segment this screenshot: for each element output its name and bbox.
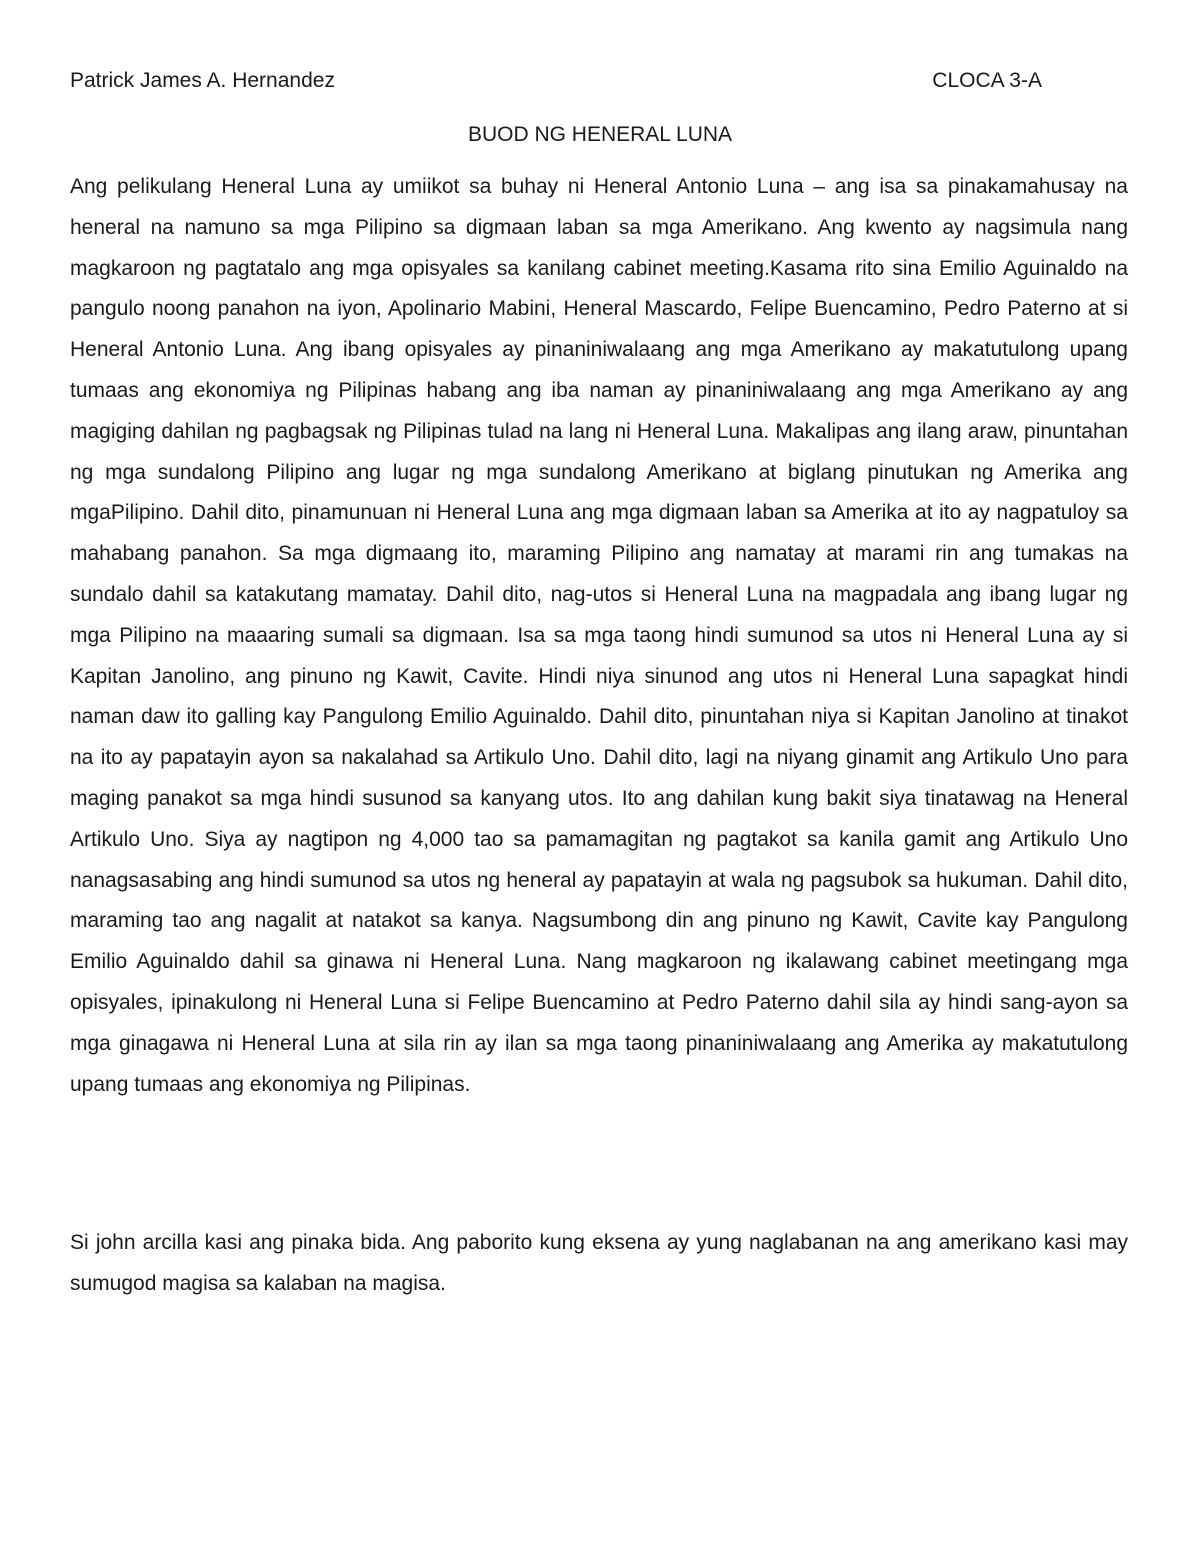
class-section: CLOCA 3-A [932, 69, 1042, 92]
summary-paragraph: Ang pelikulang Heneral Luna ay umiikot sa buhay ni Heneral Antonio Luna – ang isa sa pinakamahusay na heneral na namuno sa mga Pilipino sa digmaan laban sa mga Amerikano. Ang kwento ay nagsimula nang magkaroon ng pagtatalo ang mga opisyales sa kanilang cabinet meeting.Kasama rito sina Emilio Aguinaldo na pangulo noong panahon na iyon, Apolinario Mabini, Heneral Mascardo, Felipe Buencamino, Pedro Paterno at si Heneral Antonio Luna. Ang ibang opisyales ay pinaniniwalaang ang mga Amerikano ay makatutulong upang tumaas ang ekonomiya ng Pilipinas habang ang iba naman ay pinaniniwalaang ang mga Amerikano ay ang magiging dahilan ng pagbagsak ng Pilipinas tulad na lang ni Heneral Luna. Makalipas ang ilang araw, pinuntahan ng mga sundalong Pilipino ang lugar ng mga sundalong Amerikano at biglang pinutukan ng Amerika ang mgaPilipino. Dahil dito, pinamunuan ni Heneral Luna ang mga digmaan laban sa Amerika at ito ay nagpatuloy sa mahabang panahon. Sa mga digmaang ito, maraming Pilipino ang namatay at marami rin ang tumakas na sundalo dahil sa katakutang mamatay. Dahil dito, nag-utos si Heneral Luna na magpadala ang ibang lugar ng mga Pilipino na maaaring sumali sa digmaan. Isa sa mga taong hindi sumunod sa utos ni Heneral Luna ay si Kapitan Janolino, ang pinuno ng Kawit, Cavite. Hindi niya sinunod ang utos ni Heneral Luna sapagkat hindi naman daw ito galling kay Pangulong Emilio Aguinaldo. Dahil dito, pinuntahan niya si Kapitan Janolino at tinakot na ito ay papatayin ayon sa nakalahad sa Artikulo Uno. Dahil dito, lagi na niyang ginamit ang Artikulo Uno para maging panakot sa mga hindi susunod sa kanyang utos. Ito ang dahilan kung bakit siya tinatawag na Heneral Artikulo Uno. Siya ay nagtipon ng 4,000 tao sa pamamagitan ng pagtakot sa kanila gamit ang Artikulo Uno nanagsasabing ang hindi sumunod sa utos ng heneral ay papatayin at wala ng pagsubok sa hukuman. Dahil dito, maraming tao ang nagalit at natakot sa kanya. Nagsumbong din ang pinuno ng Kawit, Cavite kay Pangulong Emilio Aguinaldo dahil sa ginawa ni Heneral Luna. Nang magkaroon ng ikalawang cabinet meetingang mga opisyales, ipinakulong ni Heneral Luna si Felipe Buencamino at Pedro Paterno dahil sila ay hindi sang-ayon sa mga ginagawa ni Heneral Luna at sila rin ay ilan sa mga taong pinaniniwalaang ang Amerika ay makatutulong upang tumaas ang ekonomiya ng Pilipinas. [70, 175, 1128, 1096]
document-title: BUOD NG HENERAL LUNA [467, 123, 733, 146]
author-name: Patrick James A. Hernandez [70, 69, 335, 92]
document-header [70, 66, 1042, 96]
opinion-paragraph: Si john arcilla kasi ang pinaka bida. Ang paborito kung eksena ay yung naglabanan na ang amerikano kasi may sumugod magisa sa kalaban na magisa. [70, 1231, 1128, 1295]
